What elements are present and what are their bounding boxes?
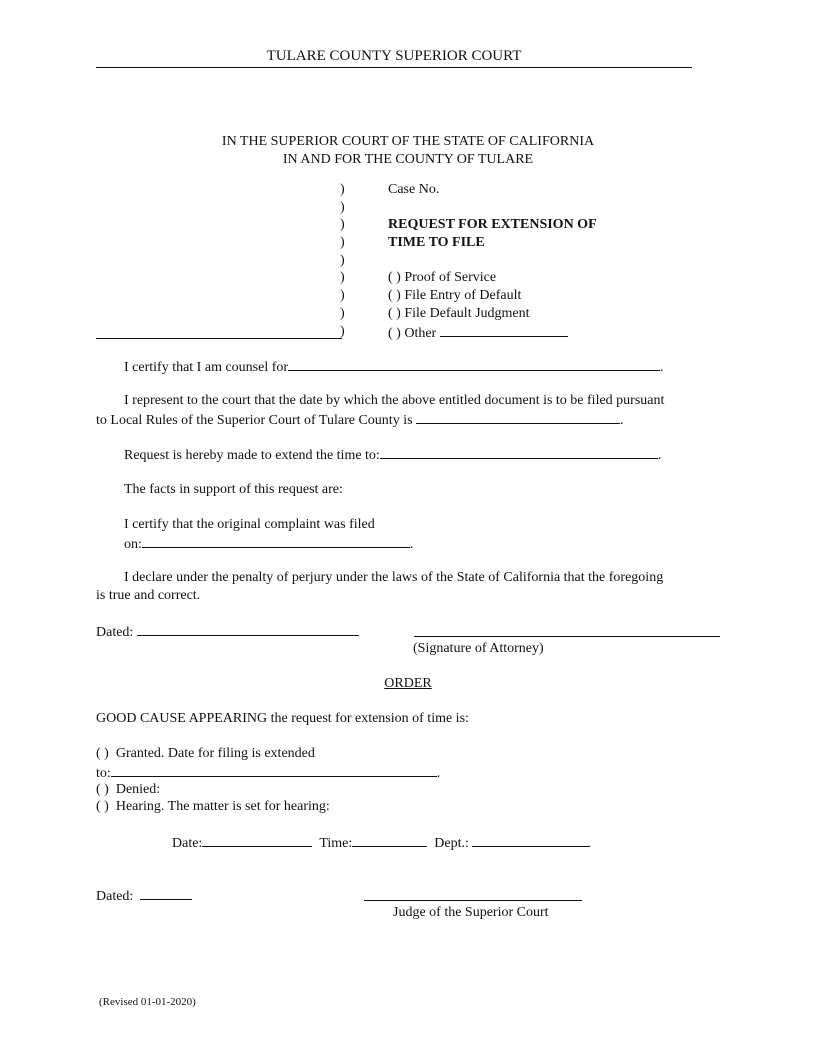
checkbox-mark: ( ) bbox=[96, 782, 109, 797]
checkbox-mark: ( ) bbox=[96, 746, 109, 761]
complaint-on-label: on: bbox=[124, 537, 142, 552]
judge-signature-line[interactable] bbox=[364, 900, 582, 901]
represent-line-2 bbox=[96, 410, 624, 429]
revised-date: (Revised 01-01-2020) bbox=[99, 996, 196, 1008]
hearing-dept-blank[interactable] bbox=[472, 833, 590, 847]
judge-label: Judge of the Superior Court bbox=[393, 905, 549, 920]
checkbox-mark: ( ) bbox=[388, 270, 401, 285]
option-file-default-judgment[interactable] bbox=[388, 305, 530, 322]
header-rule bbox=[96, 67, 692, 68]
hearing-time-blank[interactable] bbox=[352, 833, 427, 847]
court-name-header: TULARE COUNTY SUPERIOR COURT bbox=[266, 48, 522, 64]
filing-date-blank[interactable] bbox=[416, 410, 620, 424]
declare-line-1: I declare under the penalty of perjury under the laws of the State of California that the foregoing bbox=[124, 570, 664, 585]
checkbox-mark: ( ) bbox=[388, 288, 401, 303]
period: . bbox=[436, 766, 441, 781]
signature-of-attorney-label: (Signature of Attorney) bbox=[413, 641, 544, 656]
caption-paren: ) bbox=[340, 324, 345, 339]
hearing-label: Hearing. The matter is set for hearing: bbox=[115, 799, 330, 814]
caption-line-1: IN THE SUPERIOR COURT OF THE STATE OF CALIFORNIA bbox=[221, 134, 595, 149]
order-dated-label: Dated: bbox=[96, 889, 134, 904]
complaint-date-blank[interactable] bbox=[142, 534, 410, 548]
order-title: ORDER bbox=[384, 676, 432, 691]
option-file-entry-of-default[interactable] bbox=[388, 287, 521, 304]
option-label: File Entry of Default bbox=[404, 288, 522, 303]
checkbox-mark: ( ) bbox=[96, 799, 109, 814]
order-denied-option[interactable] bbox=[96, 781, 160, 798]
counsel-line bbox=[124, 357, 664, 376]
represent-label: to Local Rules of the Superior Court of Tulare County is bbox=[96, 413, 413, 428]
period: . bbox=[620, 413, 624, 428]
hearing-date-blank[interactable] bbox=[202, 833, 312, 847]
option-label: Other bbox=[404, 326, 437, 341]
hearing-details-line bbox=[172, 833, 590, 852]
order-dated-blank[interactable] bbox=[140, 886, 192, 900]
hearing-dept-label: Dept.: bbox=[434, 836, 469, 851]
extended-date-blank[interactable] bbox=[111, 763, 437, 777]
represent-line-1: I represent to the court that the date by which the above entitled document is to be filed pursuant bbox=[124, 393, 665, 408]
period: . bbox=[657, 448, 662, 463]
period: . bbox=[660, 360, 664, 375]
party-name-line bbox=[96, 338, 342, 339]
denied-label: Denied: bbox=[115, 782, 161, 797]
good-cause-text: GOOD CAUSE APPEARING the request for extension of time is: bbox=[96, 711, 469, 726]
caption-paren: ) bbox=[340, 235, 345, 250]
extend-label: Request is hereby made to extend the time to: bbox=[124, 448, 380, 463]
order-granted-option[interactable] bbox=[96, 745, 315, 762]
option-label: File Default Judgment bbox=[404, 306, 530, 321]
hearing-date-label: Date: bbox=[172, 836, 203, 851]
caption-paren: ) bbox=[340, 217, 345, 232]
counsel-for-blank[interactable] bbox=[288, 357, 660, 371]
declare-line-2: is true and correct. bbox=[96, 588, 201, 603]
caption-paren: ) bbox=[340, 200, 345, 215]
dated-blank[interactable] bbox=[137, 622, 359, 636]
caption-paren: ) bbox=[340, 270, 345, 285]
case-no-label: Case No. bbox=[388, 182, 440, 197]
complaint-line-1: I certify that the original complaint was filed bbox=[124, 517, 375, 532]
caption-paren: ) bbox=[340, 253, 345, 268]
caption-paren: ) bbox=[340, 306, 345, 321]
option-label: Proof of Service bbox=[404, 270, 497, 285]
facts-label: The facts in support of this request are: bbox=[124, 482, 343, 497]
order-dated-line bbox=[96, 886, 192, 905]
dated-label: Dated: bbox=[96, 625, 134, 640]
dated-line bbox=[96, 622, 359, 641]
extend-to-blank[interactable] bbox=[380, 445, 658, 459]
period: . bbox=[409, 537, 414, 552]
attorney-signature-line[interactable] bbox=[414, 636, 720, 637]
granted-label: Granted. Date for filing is extended bbox=[115, 746, 315, 761]
form-title-line-1: REQUEST FOR EXTENSION OF bbox=[388, 217, 597, 232]
caption-line-2: IN AND FOR THE COUNTY OF TULARE bbox=[282, 152, 534, 167]
caption-paren: ) bbox=[340, 182, 345, 197]
checkbox-mark: ( ) bbox=[388, 306, 401, 321]
other-blank[interactable] bbox=[440, 323, 568, 337]
granted-to-line bbox=[96, 763, 440, 782]
caption-paren: ) bbox=[340, 288, 345, 303]
complaint-line-2 bbox=[124, 534, 413, 553]
form-title-line-2: TIME TO FILE bbox=[388, 235, 485, 250]
order-hearing-option[interactable] bbox=[96, 798, 330, 815]
counsel-label: I certify that I am counsel for bbox=[124, 360, 289, 375]
to-label: to: bbox=[96, 766, 111, 781]
hearing-time-label: Time: bbox=[319, 836, 353, 851]
option-other[interactable] bbox=[388, 323, 568, 342]
checkbox-mark: ( ) bbox=[388, 326, 401, 341]
option-proof-of-service[interactable] bbox=[388, 269, 496, 286]
extend-line bbox=[124, 445, 661, 464]
